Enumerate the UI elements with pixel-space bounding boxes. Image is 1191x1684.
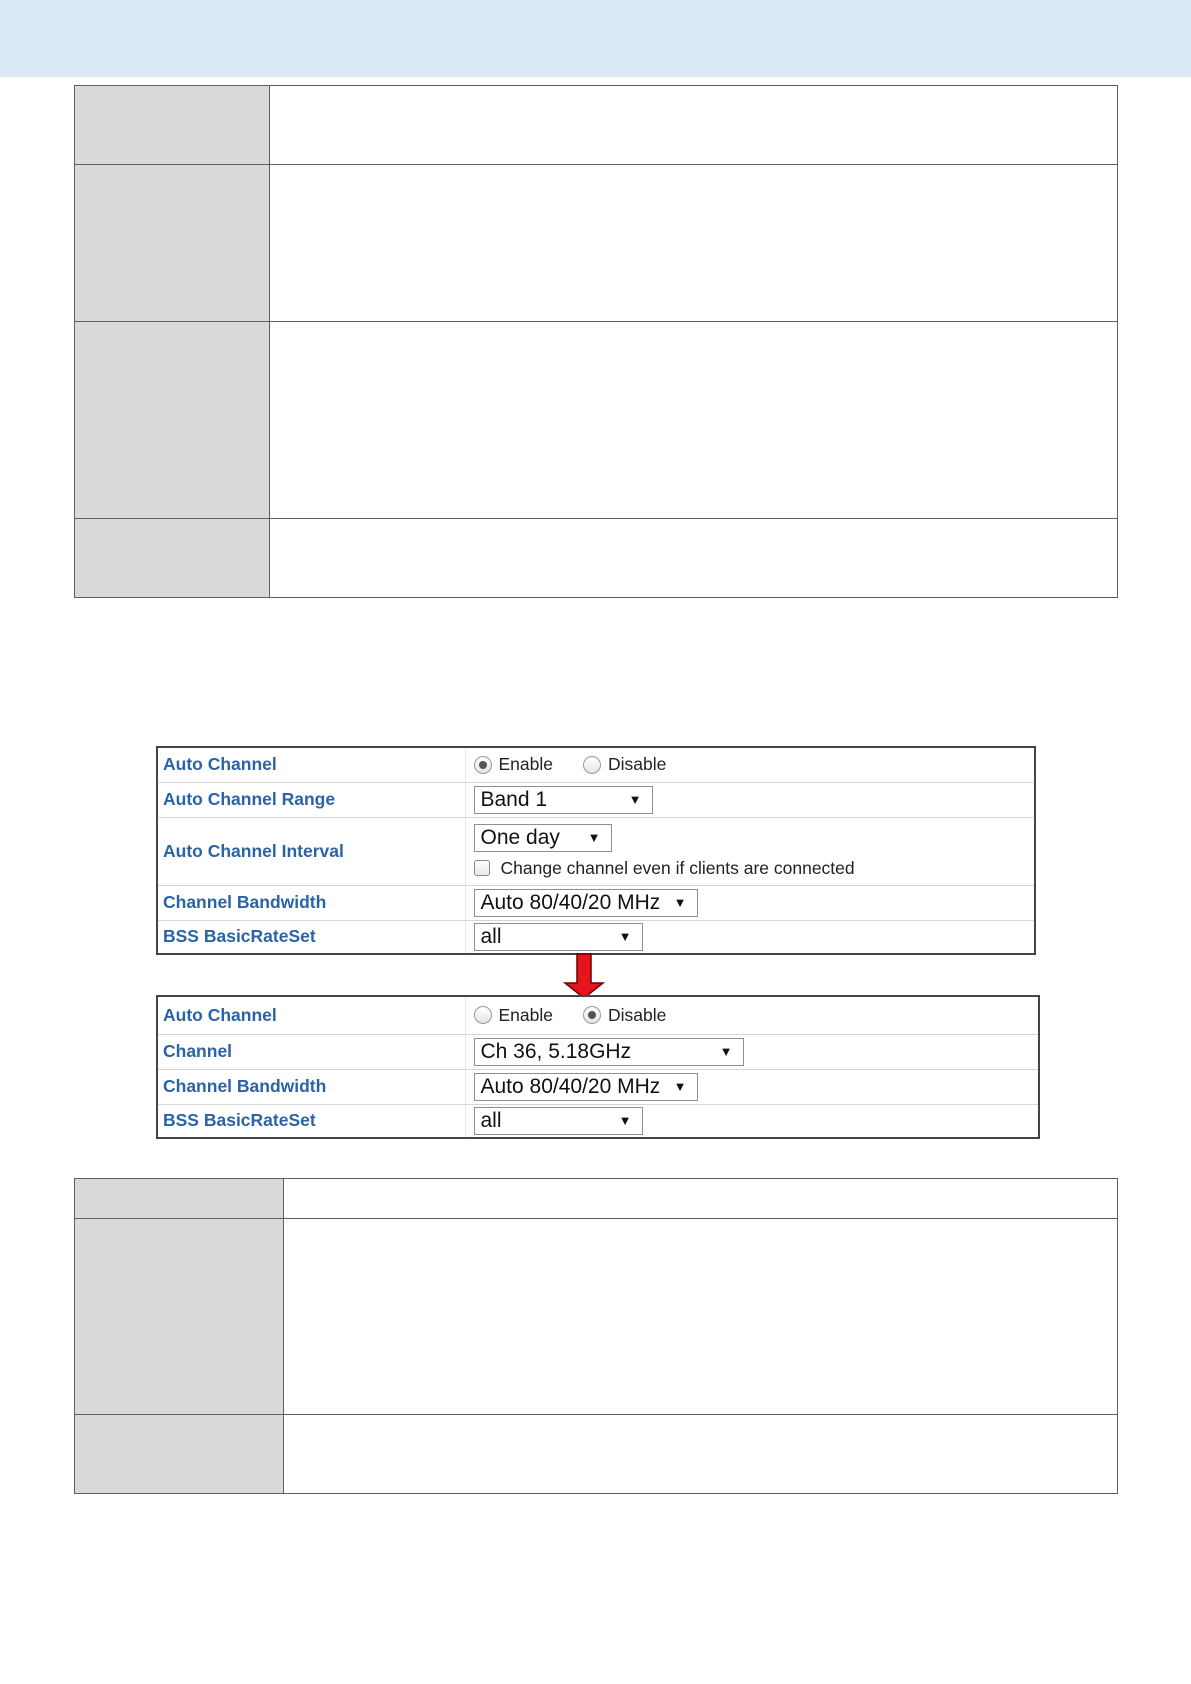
channel-bandwidth-select[interactable] [474, 889, 698, 917]
table-label-cell [75, 86, 270, 165]
dropdown-arrow-icon: ▼ [673, 895, 687, 910]
table-description-cell [284, 1219, 1118, 1415]
table-description-cell [284, 1415, 1118, 1494]
auto-channel-label: Auto Channel [157, 747, 465, 782]
description-table-bottom [74, 1178, 1118, 1494]
auto-channel-label: Auto Channel [157, 996, 465, 1034]
table-label-cell [75, 322, 270, 519]
table-description-cell [270, 322, 1118, 519]
auto-channel-range-label: Auto Channel Range [157, 782, 465, 817]
auto-channel-range-select[interactable] [474, 786, 653, 814]
change-channel-checkbox[interactable] [474, 860, 490, 876]
channel-label: Channel [157, 1034, 465, 1069]
table-label-cell [75, 519, 270, 598]
auto-channel-enable-radio[interactable] [474, 1006, 492, 1024]
wireless-settings-auto-channel-enabled [156, 746, 1036, 955]
auto-channel-radio-group [466, 749, 1035, 781]
select-value: One day [480, 825, 560, 849]
dropdown-arrow-icon: ▼ [673, 1079, 687, 1094]
radio-label: Enable [498, 1004, 553, 1025]
radio-label: Disable [608, 754, 667, 775]
table-label-cell [75, 165, 270, 322]
radio-label: Disable [608, 1004, 667, 1025]
bss-basicrateset-select[interactable] [474, 1107, 643, 1135]
auto-channel-disable-radio[interactable] [583, 756, 601, 774]
dropdown-arrow-icon: ▼ [587, 830, 601, 845]
table-label-cell [75, 1219, 284, 1415]
bss-basicrateset-select[interactable] [474, 923, 643, 951]
select-value: Auto 80/40/20 MHz [480, 890, 661, 914]
dropdown-arrow-icon: ▼ [719, 1044, 733, 1059]
auto-channel-interval-select[interactable] [474, 824, 612, 852]
auto-channel-disable-radio[interactable] [583, 1006, 601, 1024]
channel-select[interactable] [474, 1038, 744, 1066]
table-description-cell [284, 1179, 1118, 1219]
bss-basicrateset-label: BSS BasicRateSet [157, 920, 465, 954]
radio-label: Enable [498, 754, 553, 775]
dropdown-arrow-icon: ▼ [618, 929, 632, 945]
table-description-cell [270, 165, 1118, 322]
checkbox-label: Change channel even if clients are connected [500, 857, 855, 878]
auto-channel-enable-radio[interactable] [474, 756, 492, 774]
wireless-settings-auto-channel-disabled [156, 995, 1040, 1139]
select-value: Ch 36, 5.18GHz [480, 1039, 632, 1063]
select-value: Auto 80/40/20 MHz [480, 1074, 661, 1098]
description-table-top [74, 85, 1118, 598]
dropdown-arrow-icon: ▼ [628, 792, 642, 807]
table-description-cell [270, 86, 1118, 165]
bss-basicrateset-label: BSS BasicRateSet [157, 1104, 465, 1138]
down-arrow-icon [562, 953, 606, 999]
table-label-cell [75, 1179, 284, 1219]
channel-bandwidth-label: Channel Bandwidth [157, 885, 465, 920]
table-description-cell [270, 519, 1118, 598]
auto-channel-interval-label: Auto Channel Interval [157, 817, 465, 885]
select-value: all [480, 1108, 502, 1132]
select-value: Band 1 [480, 787, 548, 811]
auto-channel-radio-group [466, 999, 1039, 1031]
dropdown-arrow-icon: ▼ [618, 1113, 632, 1129]
channel-bandwidth-label: Channel Bandwidth [157, 1069, 465, 1104]
channel-bandwidth-select[interactable] [474, 1073, 698, 1101]
change-channel-option [474, 858, 855, 879]
table-label-cell [75, 1415, 284, 1494]
select-value: all [480, 924, 502, 948]
header-band [0, 0, 1191, 77]
